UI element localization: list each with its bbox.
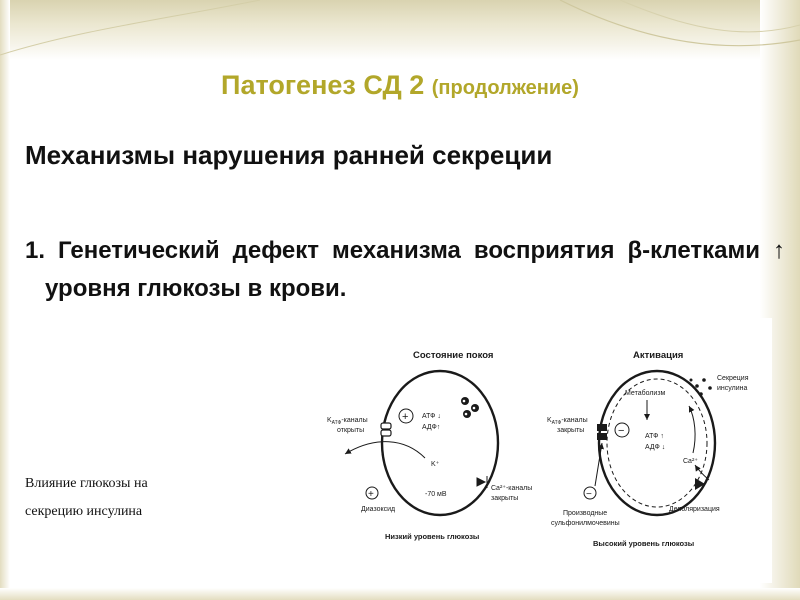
- point-1: 1. Генетический дефект механизма восприятия β-клетками ↑ уровня глюкозы в крови.: [25, 237, 785, 302]
- right-title: Активация: [633, 350, 684, 361]
- right-metabolism-label: Метаболизм: [625, 390, 666, 397]
- svg-text:−: −: [618, 425, 625, 437]
- left-katp-state: открыты: [337, 427, 365, 434]
- left-bottom-label: Низкий уровень глюкозы: [385, 532, 480, 541]
- right-derivatives-label: Производные: [563, 510, 608, 517]
- slide-title-sub: (продолжение): [431, 77, 579, 99]
- right-katp-label: $K_{АТФ}$-каналы: [547, 417, 588, 426]
- left-title: Состояние покоя: [413, 350, 494, 361]
- left-plus-sign: +: [402, 411, 409, 423]
- svg-text:−: −: [586, 489, 592, 500]
- left-diazoxide-label: Диазоксид: [361, 506, 396, 513]
- right-depolarization-label: Деполяризация: [669, 506, 720, 513]
- left-katp-channel: [381, 423, 391, 429]
- slide-title-main: Патогенез СД 2: [221, 70, 425, 100]
- right-derivatives-label-2: сульфонилмочевины: [551, 520, 620, 527]
- left-kplus-label: K⁺: [431, 461, 440, 468]
- insulin-secretion-figure: [325, 318, 772, 583]
- frame-bottom-band: [0, 588, 800, 600]
- slide-title: [0, 70, 800, 101]
- left-mv-label: -70 мВ: [425, 491, 447, 498]
- left-k-efflux-arrow: [345, 442, 425, 458]
- right-ca-label: Ca²⁺: [683, 458, 698, 465]
- right-katp-channel: [597, 424, 607, 431]
- left-adp-label: АДФ↑: [422, 424, 441, 431]
- left-ca-state: закрыты: [491, 495, 519, 502]
- left-atp-label: АТФ ↓: [422, 413, 441, 420]
- left-ca-label: Ca²⁺-каналы: [491, 485, 533, 492]
- right-depolarization-ring: [607, 379, 707, 507]
- right-secretion-label-2: инсулина: [717, 385, 748, 392]
- figure-svg: [325, 318, 772, 583]
- corner-decoration: [0, 0, 800, 80]
- right-secretion-label: Секреция: [717, 375, 749, 382]
- caption-line-1: Влияние глюкозы на: [25, 476, 148, 491]
- left-katp-label: $K_{АТФ}$-каналы: [327, 417, 368, 426]
- right-atp-label: АТФ ↑: [645, 433, 664, 440]
- right-secreted-granule: [695, 384, 699, 388]
- svg-text:+: +: [368, 489, 374, 500]
- slide-heading: Механизмы нарушения ранней секреции: [25, 140, 553, 170]
- figure-caption: [25, 470, 148, 526]
- right-bottom-label: Высокий уровень глюкозы: [593, 539, 695, 548]
- caption-line-2: секрецию инсулина: [25, 504, 143, 519]
- right-adp-label: АДФ ↓: [645, 444, 666, 451]
- right-katp-state: закрыты: [557, 427, 585, 434]
